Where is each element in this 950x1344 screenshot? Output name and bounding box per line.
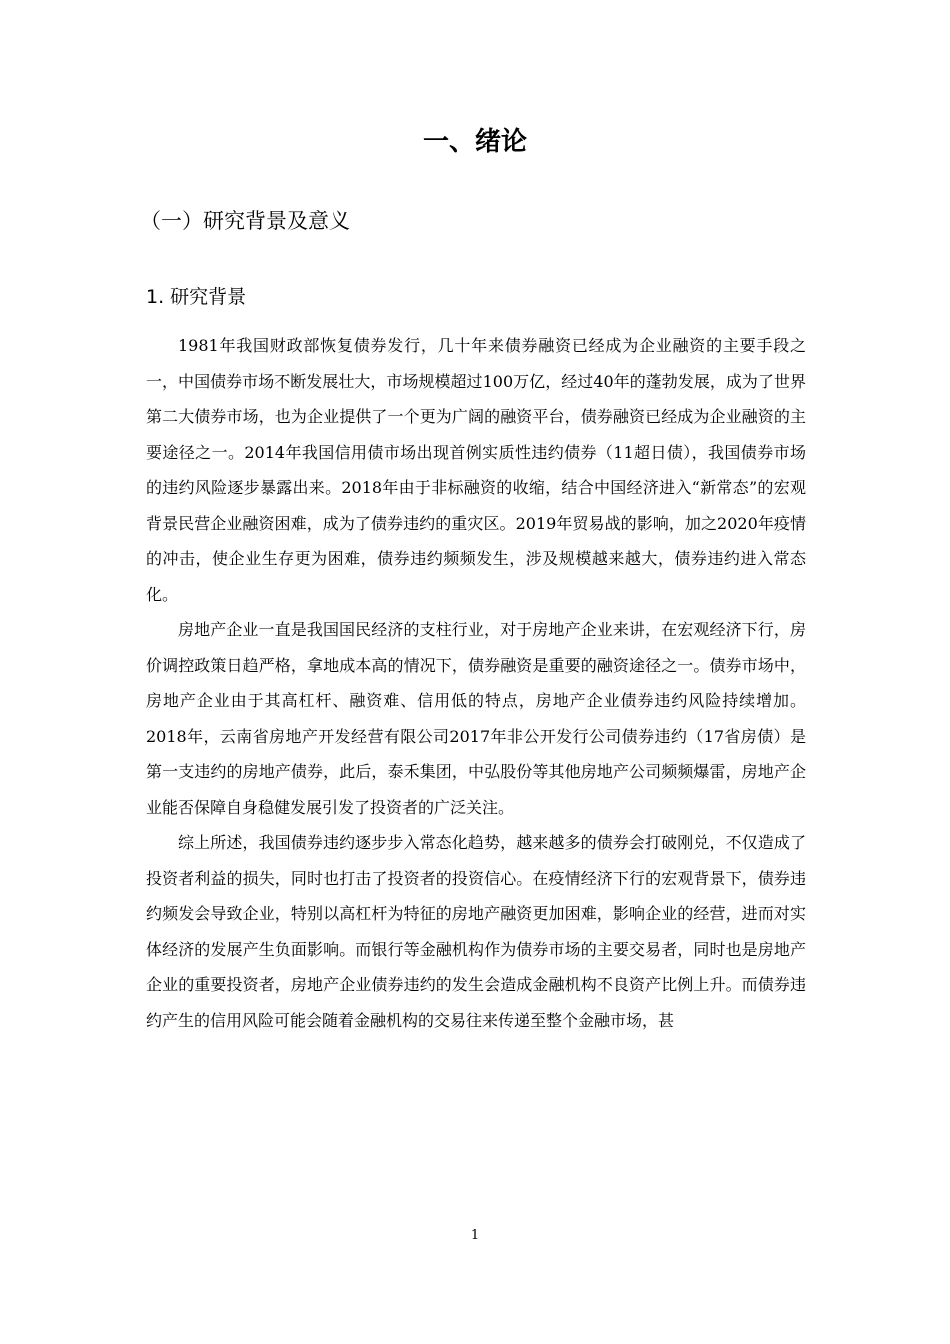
chapter-title: 一、绪论 <box>422 127 527 157</box>
body-text <box>146 328 806 1038</box>
paragraph-2: 房地产企业一直是我国国民经济的支柱行业，对于房地产企业来讲，在宏观经济下行，房价调控政策日趋严格，拿地成本高的情况下，债券融资是重要的融资途径之一。债券市场中，房地产企业由于其高杠杆、融资难、信用低的特点，房地产企业债券违约风险持续增加。2018年，云南省房地产开发经营有限公司2017年非公开发行公司债券违约（17省房债）是第一支违约的房地产债券，此后，泰禾集团，中弘股份等其他房地产公司频频爆雷，房地产企业能否保障自身稳健发展引发了投资者的广泛关注。 <box>146 620 806 817</box>
section-title: （一）研究背景及意义 <box>140 209 350 233</box>
page-number: 1 <box>470 1228 480 1243</box>
subsection-title: 1. 研究背景 <box>146 286 247 308</box>
paragraph-1: 1981年我国财政部恢复债券发行，几十年来债券融资已经成为企业融资的主要手段之一，中国债券市场不断发展壮大，市场规模超过100万亿，经过40年的蓬勃发展，成为了世界第二大债券市场，也为企业提供了一个更为广阔的融资平台，债券融资已经成为企业融资的主要途径之一。2014年我国信用债市场出现首例实质性违约债券（11超日债），我国债券市场的违约风险逐步暴露出来。2018年由于非标融资的收缩，结合中国经济进入“新常态”的宏观背景民营企业融资困难，成为了债券违约的重灾区。2019年贸易战的影响，加之2020年疫情的冲击，使企业生存更为困难，债券违约频频发生，涉及规模越来越大，债券违约进入常态化。 <box>146 336 806 604</box>
paragraph-3: 综上所述，我国债券违约逐步步入常态化趋势，越来越多的债券会打破刚兑，不仅造成了投资者利益的损失，同时也打击了投资者的投资信心。在疫情经济下行的宏观背景下，债券违约频发会导致企业，特别以高杠杆为特征的房地产融资更加困难，影响企业的经营，进而对实体经济的发展产生负面影响。而银行等金融机构作为债券市场的主要交易者，同时也是房地产企业的重要投资者，房地产企业债券违约的发生会造成金融机构不良资产比例上升。而债券违约产生的信用风险可能会随着金融机构的交易往来传递至整个金融市场，甚 <box>146 833 806 1030</box>
